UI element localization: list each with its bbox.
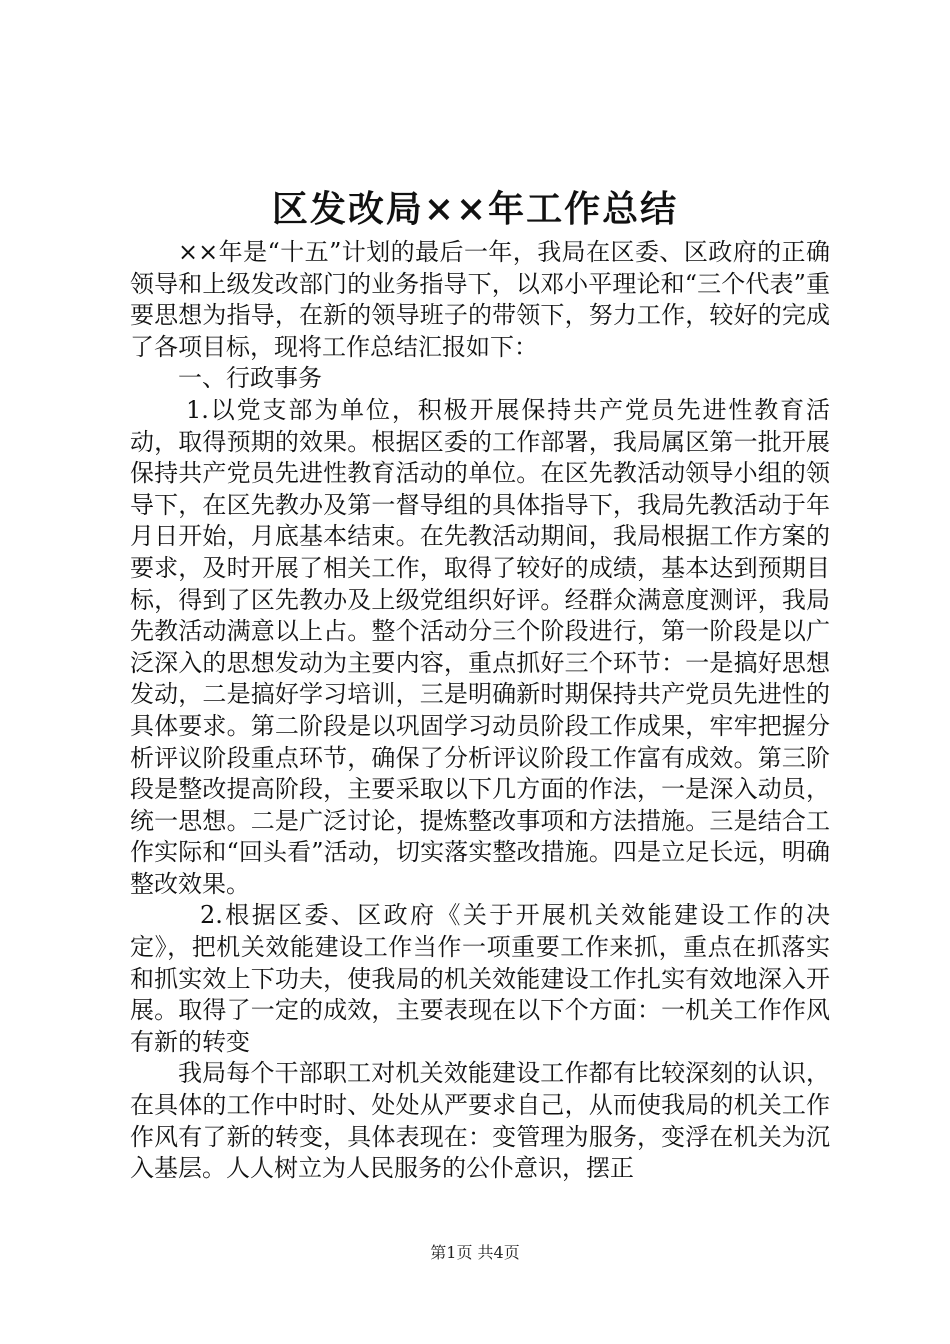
body-paragraph: 我局每个干部职工对机关效能建设工作都有比较深刻的认识，在具体的工作中时时、处处从严要求自己，从而使我局的机关工作作风有了新的转变，具体表现在：变管理为服务，变浮在机关为沉入基层。人人树立为人民服务的公仆意识，摆正 <box>130 1059 830 1183</box>
item-1-paragraph: 1.以党支部为单位，积极开展保持共产党员先进性教育活动，取得预期的效果。根据区委的工作部署，我局属区第一批开展保持共产党员先进性教育活动的单位。在区先教活动领导小组的领导下，在区先教办及第一督导组的具体指导下，我局先教活动于年月日开始，月底基本结束。在先教活动期间，我局根据工作方案的要求，及时开展了相关工作，取得了较好的成绩，基本达到预期目标，得到了区先教办及上级党组织好评。经群众满意度测评，我局先教活动满意以上占。整个活动分三个阶段进行，第一阶段是以广泛深入的思想发动为主要内容，重点抓好三个环节：一是搞好思想发动，二是搞好学习培训，三是明确新时期保持共产党员先进性的具体要求。第二阶段是以巩固学习动员阶段工作成果，牢牢把握分析评议阶段重点环节，确保了分析评议阶段工作富有成效。第三阶段是整改提高阶段，主要采取以下几方面的作法，一是深入动员，统一思想。二是广泛讨论，提炼整改事项和方法措施。三是结合工作实际和“回头看”活动，切实落实整改措施。四是立足长远，明确整改效果。 <box>130 395 830 898</box>
document-title: 区发改局××年工作总结 <box>271 188 679 230</box>
document-body <box>130 237 830 1185</box>
page-number-footer: 第1页 共4页 <box>430 1243 520 1262</box>
item-2-paragraph: 2.根据区委、区政府《关于开展机关效能建设工作的决定》，把机关效能建设工作当作一项重要工作来抓，重点在抓落实和抓实效上下功夫，使我局的机关效能建设工作扎实有效地深入开展。取得了一定的成效，主要表现在以下个方面：一机关工作作风有新的转变 <box>130 901 830 1056</box>
intro-paragraph: ××年是“十五”计划的最后一年，我局在区委、区政府的正确领导和上级发改部门的业务指导下，以邓小平理论和“三个代表”重要思想为指导，在新的领导班子的带领下，努力工作，较好的完成了各项目标，现将工作总结汇报如下： <box>130 238 830 361</box>
section-heading: 一、行政事务 <box>178 364 322 393</box>
